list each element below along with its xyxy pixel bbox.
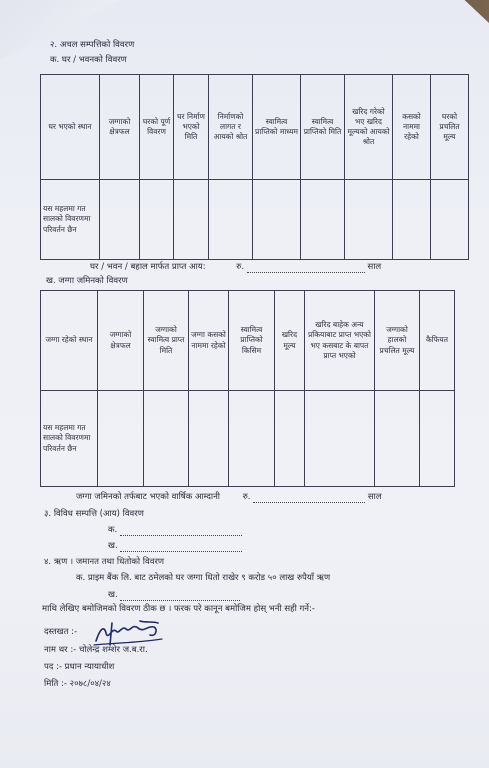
land-header-area: जग्गाको क्षेत्रफल xyxy=(98,291,144,391)
table-cell xyxy=(174,180,209,260)
section-4-heading: ४. ऋण । जमानत तथा धितोको विवरण xyxy=(44,557,165,567)
house-header-built-date: घर निर्माण भएको मिति xyxy=(174,75,209,180)
house-income-label: घर / भवन / बहाल मार्फत प्राप्त आय: xyxy=(90,262,206,272)
house-income-year: साल xyxy=(367,262,382,272)
house-table-title: क. घर / भवनको विवरण xyxy=(50,55,127,65)
house-income-currency: रु. xyxy=(236,262,245,272)
land-table xyxy=(40,290,455,487)
house-row-note: यस महलमा गत सालको विवरणमा परिवर्तन छैन xyxy=(41,180,100,260)
land-header-other-acquisition: खरिद बाहेक अन्य प्रकियाबाट प्राप्त भएको भए कसबाट के बापत प्राप्त भएको xyxy=(305,291,375,391)
table-cell xyxy=(301,180,345,260)
land-header-location: जग्गा रहेको स्थान xyxy=(41,291,98,391)
section-4-item-kha-label: ख. xyxy=(108,590,118,600)
section-3-item-ka-blank xyxy=(120,535,242,536)
land-row-note: यस महलमा गत सालको विवरणमा परिवर्तन छैन xyxy=(41,391,98,487)
table-cell xyxy=(209,180,253,260)
table-cell xyxy=(375,391,420,487)
section-4-item-ka: क. प्राइम बैंक लि. बाट ठमेलको घर जग्गा धितो राखेर ९ करोड ५० लाख रुपैयाँ ऋण xyxy=(76,573,331,583)
table-cell xyxy=(140,180,174,260)
table-cell xyxy=(98,391,144,487)
house-header-ownership-means: स्वामित्व प्राप्तिको माध्यम xyxy=(253,75,301,180)
signatory-name: नाम थर :- चोलेन्द्र शम्शेर ज.ब.रा. xyxy=(44,645,148,655)
house-header-location: घर भएको स्थान xyxy=(41,75,100,180)
section-3-item-kha-blank xyxy=(120,551,242,552)
section-3-heading: ३. विविध सम्पत्ति (आय) विवरण xyxy=(44,509,144,519)
table-cell xyxy=(431,180,469,260)
table-cell xyxy=(305,391,375,487)
table-cell xyxy=(345,180,393,260)
house-header-owner: कसको नाममा रहेको xyxy=(393,75,431,180)
declaration-text: माथि लेखिए बमोजिमको विवरण ठीक छ । फरक परे कानून बमोजिम होस् भनी सही गर्ने:- xyxy=(42,604,315,614)
land-income-blank xyxy=(253,502,365,503)
house-header-ownership-date: स्वामित्व प्राप्तिको मिति xyxy=(301,75,345,180)
land-header-owner: जग्गा कसको नाममा रहेको xyxy=(189,291,229,391)
land-header-ownership-date: जग्गाको स्वामित्व प्राप्त मिति xyxy=(144,291,189,391)
land-header-ownership-type: स्वामित्व प्राप्तिको किसिम xyxy=(229,291,275,391)
signature-date: मिति :- २०७८/०४/२४ xyxy=(44,679,111,689)
table-cell xyxy=(229,391,275,487)
table-cell xyxy=(144,391,189,487)
house-header-cost-source: निर्माणको लागत र आयको श्रोत xyxy=(209,75,253,180)
section-4-item-kha-blank xyxy=(120,600,240,601)
house-income-line xyxy=(90,262,381,273)
table-cell xyxy=(420,391,455,487)
table-cell xyxy=(253,180,301,260)
land-income-year: साल xyxy=(367,492,382,502)
land-header-purchase-price: खरिद मूल्य xyxy=(275,291,305,391)
section-2-heading: २. अचल सम्पत्तिको विवरण xyxy=(50,40,135,50)
section-3-item-kha-label: ख. xyxy=(108,541,118,551)
section-3-item-ka xyxy=(108,525,242,536)
section-3-item-ka-label: क. xyxy=(108,525,118,535)
land-income-currency: रु. xyxy=(242,492,251,502)
land-income-line xyxy=(76,492,382,503)
land-header-remarks: कैफियत xyxy=(420,291,455,391)
house-header-value: घरको प्रचलित मूल्य xyxy=(431,75,469,180)
house-header-area: जग्गाको क्षेत्रफल xyxy=(100,75,140,180)
handwritten-signature xyxy=(92,619,164,647)
section-3-item-kha xyxy=(108,541,242,552)
table-cell xyxy=(189,391,229,487)
house-header-details: घरको पूर्ण विवरण xyxy=(140,75,174,180)
signature-label: दस्तखत :- xyxy=(44,627,78,637)
land-header-current-value: जग्गाको हालको प्रचलित मूल्य xyxy=(375,291,420,391)
land-table-title: ख. जग्गा जमिनको विवरण xyxy=(46,276,128,286)
signatory-post: पद :- प्रधान न्यायाधीश xyxy=(44,662,115,672)
land-income-label: जग्गा जमिनको तर्फबाट भएको वार्षिक आम्दानी xyxy=(76,492,221,502)
house-income-blank xyxy=(247,272,365,273)
house-table xyxy=(40,74,469,260)
table-cell xyxy=(275,391,305,487)
table-cell xyxy=(393,180,431,260)
house-header-purchase-source: खरिद गरेको भए खरिद मूल्यको आयको श्रोत xyxy=(345,75,393,180)
table-cell xyxy=(100,180,140,260)
section-4-item-kha xyxy=(108,590,240,601)
